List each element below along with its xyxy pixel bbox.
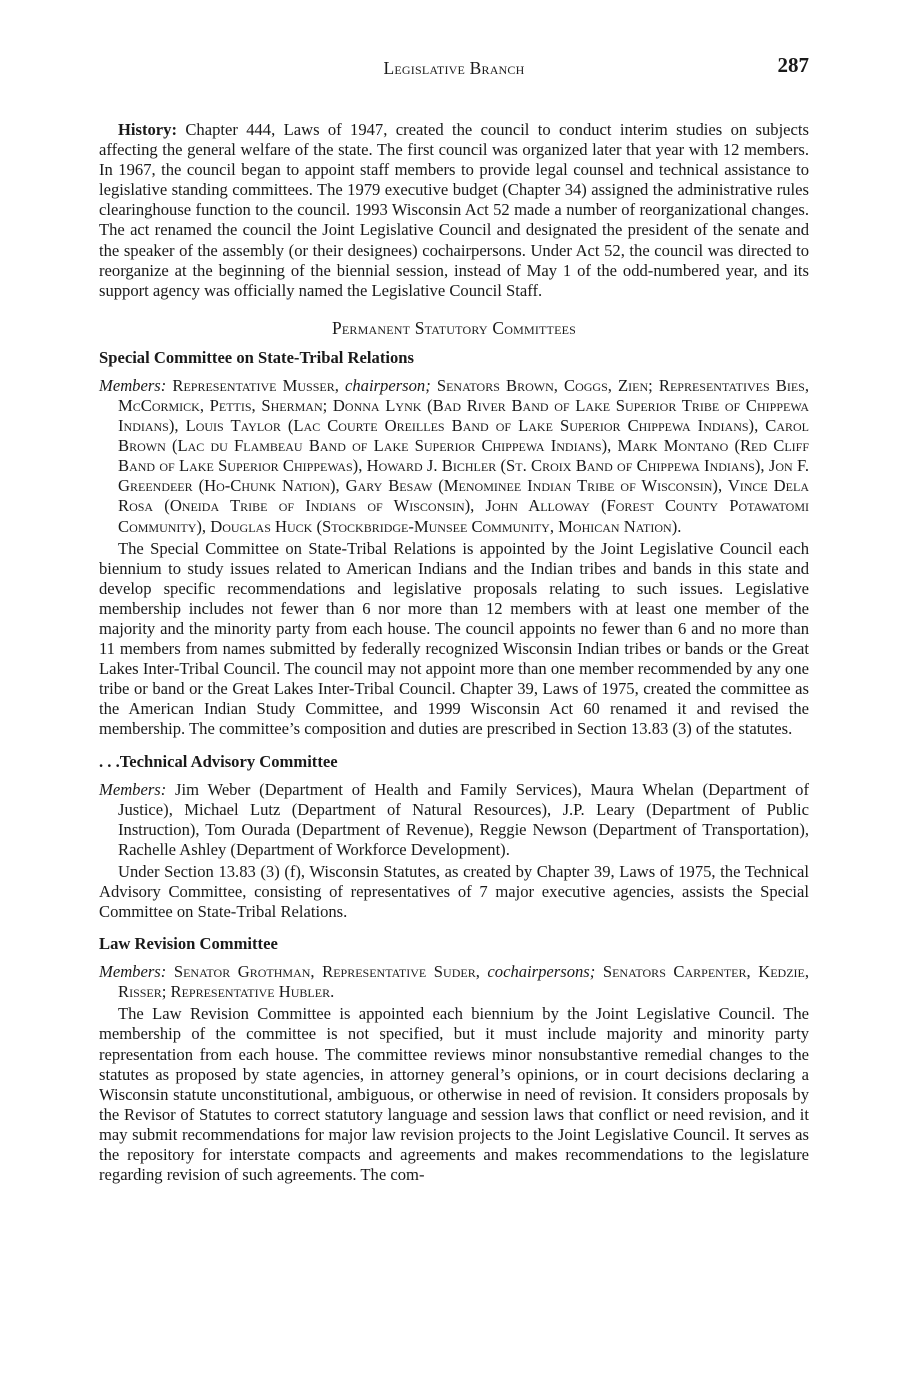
members-list: Senators Carpenter, Kedzie, Risser; Representative Hubler.	[118, 962, 809, 1002]
law-revision-members	[99, 962, 809, 1002]
state-tribal-members	[99, 376, 809, 537]
history-label: History:	[118, 120, 177, 139]
chair-role: cochairpersons;	[487, 962, 596, 982]
members-chair: Representative Musser,	[172, 375, 339, 395]
running-head: Legislative Branch	[383, 58, 525, 78]
state-tribal-heading: Special Committee on State-Tribal Relations	[99, 347, 414, 367]
members-list: Senators Brown, Coggs, Zien; Representatives Bies, McCormick, Pettis, Sherman; Donna Lynk (Bad River Band of Lake Superior Tribe of Chippewa Indians), Louis Taylor (Lac Courte Oreilles Band of Lake Superior Chippewa Indians), Carol Brown (Lac du Flambeau Band of Lake Superior Chippewa Indians), Mark Montano (Red Cliff Band of Lake Superior Chippewas), Howard J. Bichler (St. Croix Band of Chippewa Indians), Jon F. Greendeer (Ho-Chunk Nation), Gary Besaw (Menominee Indian Tribe of Wisconsin), Vince Dela Rosa (Oneida Tribe of Indians of Wisconsin), John Alloway (Forest County Potawatomi Community), Douglas Huck (Stockbridge-Munsee Community, Mohican Nation).	[118, 375, 809, 536]
history-paragraph	[99, 120, 809, 301]
members-label: Members:	[99, 375, 167, 395]
technical-advisory-description: Under Section 13.83 (3) (f), Wisconsin Statutes, as created by Chapter 39, Laws of 1975, the Technical Advisory Committee, consisting of representatives of 7 major executive agencies, assists the Special Committee on State-Tribal Relations.	[99, 861, 809, 922]
section-heading: Permanent Statutory Committees	[331, 317, 577, 338]
members-chairs: Senator Grothman, Representative Suder,	[173, 962, 480, 982]
law-revision-description: The Law Revision Committee is appointed each biennium by the Joint Legislative Council. The membership of the committee is not specified, but it must include majority and minority party representation from each house. The committee reviews minor nonsubstantive remedial changes to the statutes as proposed by state agencies, in attorney general’s opinions, or in court decisions declaring a Wisconsin statute unconstitutional, ambiguous, or otherwise in need of revision. It considers proposals by the Revisor of Statutes to correct statutory language and session laws that conflict or need revision, and it may submit recommendations for major law revision projects to the Joint Legislative Council. It serves as the repository for interstate compacts and agreements and makes recommendations to the legislature regarding revision of such agreements. The com-	[99, 1004, 809, 1185]
page-number: 287	[777, 53, 809, 77]
members-list: Jim Weber (Department of Health and Family Services), Maura Whelan (Department of Justice), Michael Lutz (Department of Natural Resources), J.P. Leary (Department of Public Instruction), Tom Ourada (Department of Revenue), Reggie Newson (Department of Transportation), Rachelle Ashley (Department of Workforce Development).	[118, 779, 809, 859]
technical-advisory-heading: . . .Technical Advisory Committee	[99, 751, 338, 771]
history-text: Chapter 444, Laws of 1947, created the council to conduct interim studies on subjects affecting the general welfare of the state. The first council was organized later that year with 12 members. In 1967, the council began to appoint staff members to provide legal counsel and technical assistance to legislative standing committees. The 1979 executive budget (Chapter 34) assigned the administrative rules clearinghouse function to the council. 1993 Wisconsin Act 52 made a number of reorganizational changes. The act renamed the council the Joint Legislative Council and designated the president of the senate and the speaker of the assembly (or their designees) cochairpersons. Under Act 52, the council was directed to reorganize at the beginning of the biennial session, instead of May 1 of the odd-numbered year, and its support agency was officially named the Legislative Council Staff.	[99, 120, 809, 300]
technical-advisory-members	[99, 780, 809, 860]
page-header	[99, 0, 809, 120]
law-revision-heading: Law Revision Committee	[99, 934, 278, 954]
state-tribal-description: The Special Committee on State-Tribal Relations is appointed by the Joint Legislative Council each biennium to study issues related to American Indians and the Indian tribes and bands in this state and develop specific recommendations and legislative proposals relating to such issues. Legislative membership includes not fewer than 6 nor more than 12 members with at least one member of the majority and the minority party from each house. The council appoints no fewer than 6 and no more than 11 members from names submitted by federally recognized Wisconsin Indian tribes or bands or the Great Lakes Inter-Tribal Council. The council may not appoint more than one member recommended by any one tribe or band or the Great Lakes Inter-Tribal Council. Chapter 39, Laws of 1975, created the committee as the American Indian Study Committee, and 1999 Wisconsin Act 60 renamed it and revised the membership. The committee’s composition and duties are prescribed in Section 13.83 (3) of the statutes.	[99, 538, 809, 739]
page	[99, 0, 809, 1185]
members-label: Members:	[99, 962, 167, 982]
members-label: Members:	[99, 779, 167, 799]
chair-role: chairperson;	[345, 375, 431, 395]
